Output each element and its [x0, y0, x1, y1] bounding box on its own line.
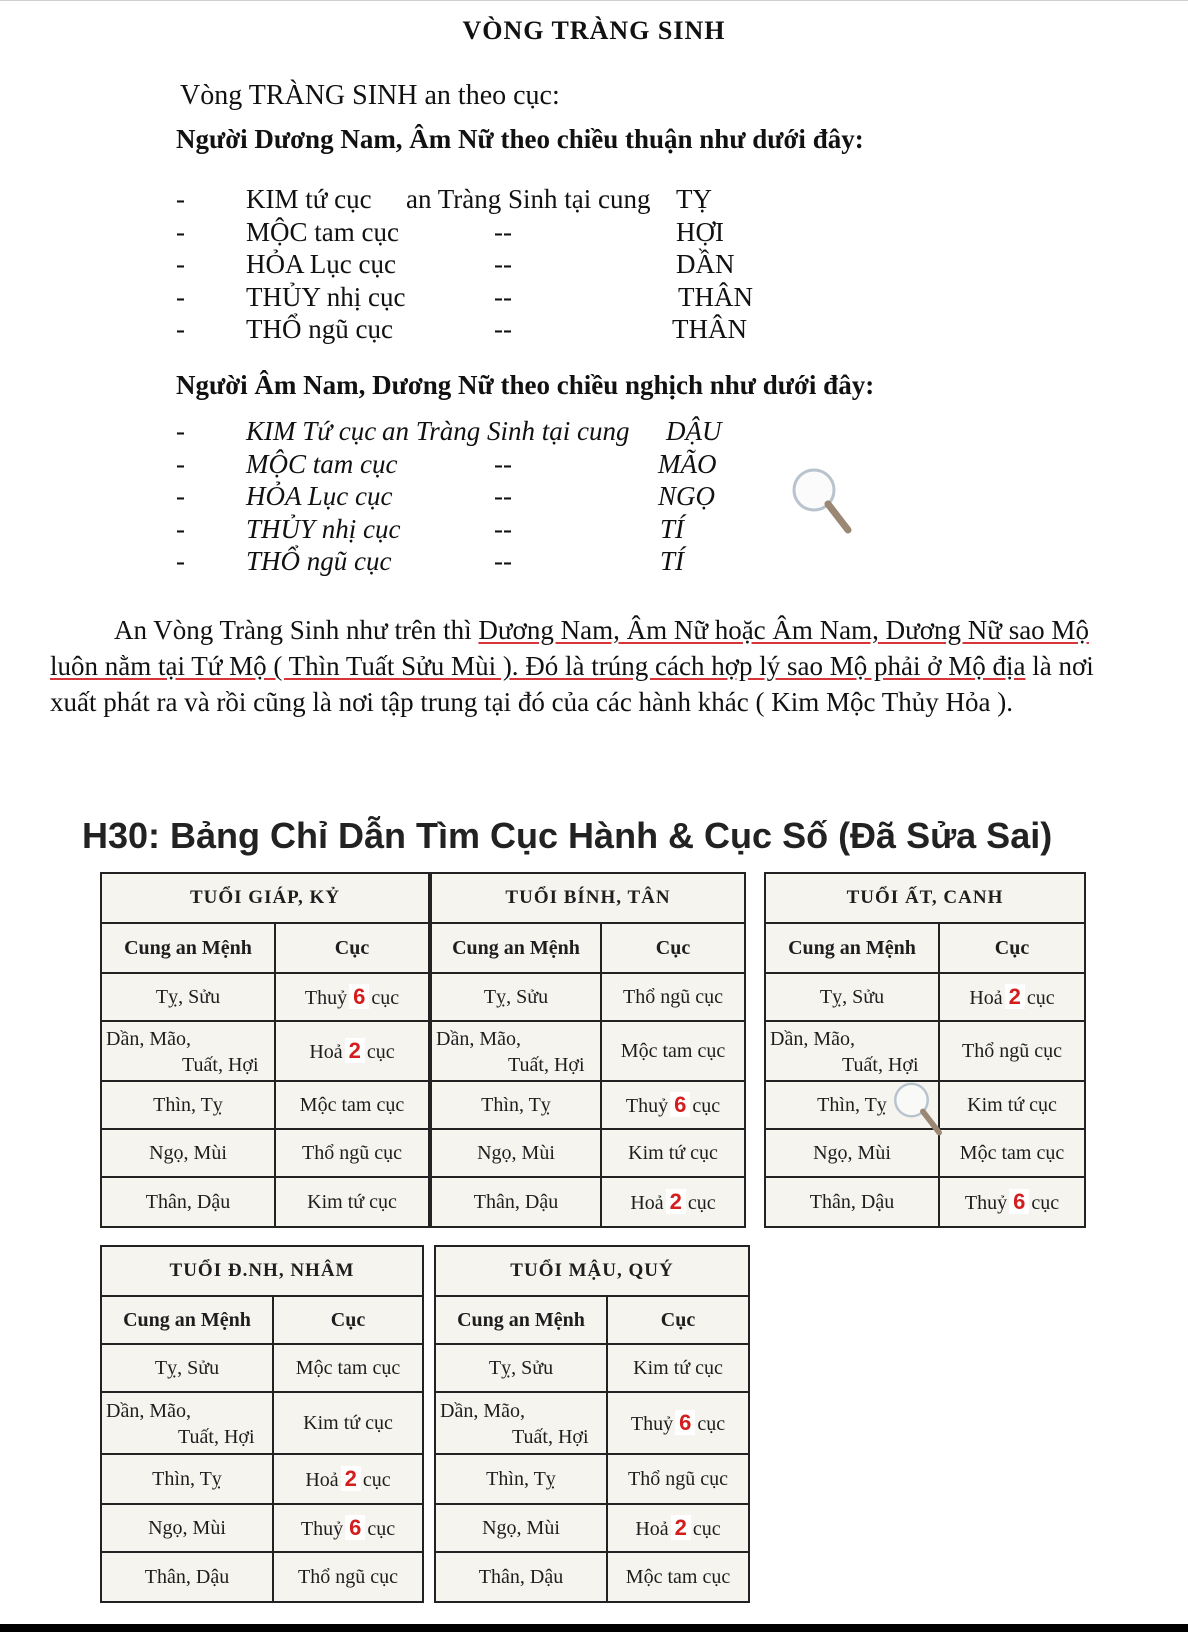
table-row	[435, 1552, 749, 1602]
rule-ditto: --	[494, 448, 512, 479]
cuc-element: Thuỷ	[964, 1192, 1008, 1214]
col-header-cung: Cung an Mệnh	[431, 923, 601, 973]
cung-line-2: Tuất, Hợi	[512, 1426, 589, 1448]
list-dash: -	[176, 416, 185, 446]
cuc-suffix: cục	[687, 1192, 716, 1214]
rule-element: THỔ ngũ cục	[246, 546, 392, 576]
table-row	[435, 1392, 749, 1454]
cung-cell: Thân, Dậu	[431, 1177, 601, 1227]
cuc-cell: Thổ ngũ cục	[273, 1552, 423, 1602]
cuc-number: 6	[670, 1092, 690, 1117]
cuc-table-at-canh	[764, 872, 1086, 1228]
cuc-number: 6	[675, 1410, 695, 1435]
cuc-cell	[601, 1177, 745, 1227]
cung-cell	[765, 1021, 939, 1081]
cung-line-1: Dần, Mão,	[436, 1028, 521, 1050]
table-row	[435, 1504, 749, 1552]
list-dash: -	[176, 513, 185, 544]
cuc-suffix: cục	[1031, 1192, 1060, 1214]
cung-cell	[431, 1021, 601, 1081]
cuc-number: 2	[671, 1515, 691, 1540]
cuc-cell: Thổ ngũ cục	[601, 973, 745, 1021]
cung-cell: Ngọ, Mùi	[435, 1504, 607, 1552]
col-header-cung: Cung an Mệnh	[101, 1296, 273, 1344]
cuc-cell	[601, 1081, 745, 1129]
rule-palace: TÍ	[660, 513, 685, 544]
cung-cell: Thìn, Tỵ	[435, 1454, 607, 1504]
paragraph-underlined-2: luôn nằm tại Tứ Mộ ( Thìn Tuất Sửu Mùi ). Đó là trúng cách hợp lý sao Mộ phải ở Mộ địa	[50, 651, 1026, 681]
rule-instruction: an Tràng Sinh tại cung	[382, 416, 630, 446]
reverse-heading: Người Âm Nam, Dương Nữ theo chiều nghịch như dưới đây:	[176, 370, 875, 400]
cuc-element: Hoả	[630, 1192, 664, 1214]
rule-ditto: --	[494, 546, 512, 576]
cuc-cell	[275, 973, 429, 1021]
cung-cell: Thìn, Tỵ	[765, 1081, 939, 1129]
page-title: VÒNG TRÀNG SINH	[462, 16, 726, 45]
cuc-cell: Thổ ngũ cục	[275, 1129, 429, 1177]
cung-cell: Tỵ, Sửu	[101, 973, 275, 1021]
cuc-cell	[939, 1177, 1085, 1227]
rule-ditto: --	[494, 513, 512, 544]
rule-palace: THÂN	[678, 281, 753, 312]
cuc-cell: Mộc tam cục	[601, 1021, 745, 1081]
table-row	[101, 1392, 423, 1454]
cuc-cell: Kim tứ cục	[275, 1177, 429, 1227]
cung-cell: Thân, Dậu	[101, 1177, 275, 1227]
cung-line-2: Tuất, Hợi	[178, 1426, 255, 1448]
cung-line-2: Tuất, Hợi	[842, 1054, 919, 1076]
table-title: TUỔI BÍNH, TÂN	[431, 873, 745, 923]
cung-cell: Tỵ, Sửu	[101, 1344, 273, 1392]
cuc-suffix: cục	[692, 1518, 721, 1540]
cuc-cell: Mộc tam cục	[607, 1552, 749, 1602]
magnifier-icon[interactable]	[790, 466, 854, 536]
cuc-element: Hoả	[305, 1469, 339, 1491]
cuc-suffix: cục	[371, 987, 400, 1009]
table-row	[101, 1454, 423, 1504]
table-title: TUỔI MẬU, QUÝ	[435, 1246, 749, 1296]
list-dash: -	[176, 184, 185, 214]
explanation-paragraph	[50, 612, 1170, 720]
rule-element: HỎA Lục cục	[246, 481, 393, 511]
cuc-cell	[275, 1021, 429, 1081]
cuc-suffix: cục	[367, 1518, 396, 1540]
cuc-suffix: cục	[692, 1095, 721, 1117]
table-row	[101, 1021, 429, 1081]
rule-ditto: --	[494, 281, 512, 312]
cuc-cell: Kim tứ cục	[601, 1129, 745, 1177]
top-divider	[0, 0, 1188, 1]
list-dash: -	[176, 216, 185, 247]
intro-line: Vòng TRÀNG SINH an theo cục:	[180, 80, 560, 111]
list-dash: -	[176, 314, 185, 344]
cuc-cell	[607, 1504, 749, 1552]
col-header-cuc: Cục	[939, 923, 1085, 973]
h30-title: H30: Bảng Chỉ Dẫn Tìm Cục Hành & Cục Số (Đã Sửa Sai)	[82, 815, 1053, 856]
list-dash: -	[176, 546, 185, 576]
cung-cell: Thìn, Tỵ	[101, 1081, 275, 1129]
table-row	[765, 973, 1085, 1021]
table-title: TUỔI GIÁP, KỶ	[101, 873, 429, 923]
cuc-cell: Mộc tam cục	[275, 1081, 429, 1129]
rule-palace: DẦN	[676, 249, 735, 279]
cuc-cell: Kim tứ cục	[939, 1081, 1085, 1129]
rule-palace: MÃO	[658, 448, 717, 479]
cung-cell	[435, 1392, 607, 1454]
rule-ditto: --	[494, 481, 512, 511]
table-row	[101, 1504, 423, 1552]
cung-cell: Tỵ, Sửu	[431, 973, 601, 1021]
list-dash: -	[176, 448, 185, 479]
cuc-cell	[273, 1454, 423, 1504]
cuc-suffix: cục	[697, 1413, 726, 1435]
col-header-cung: Cung an Mệnh	[101, 923, 275, 973]
table-title: TUỔI ẤT, CANH	[765, 873, 1085, 923]
cuc-number: 2	[666, 1189, 686, 1214]
table-row	[431, 1129, 745, 1177]
table-row	[435, 1454, 749, 1504]
cuc-suffix: cục	[362, 1469, 391, 1491]
cung-cell: Ngọ, Mùi	[431, 1129, 601, 1177]
cuc-number: 6	[1009, 1189, 1029, 1214]
cung-cell: Thìn, Tỵ	[101, 1454, 273, 1504]
cung-cell: Ngọ, Mùi	[765, 1129, 939, 1177]
forward-heading: Người Dương Nam, Âm Nữ theo chiều thuận như dưới đây:	[176, 124, 864, 154]
col-header-cung: Cung an Mệnh	[435, 1296, 607, 1344]
cung-cell: Tỵ, Sửu	[765, 973, 939, 1021]
table-row	[431, 1021, 745, 1081]
cung-line-1: Dần, Mão,	[770, 1028, 855, 1050]
list-dash: -	[176, 281, 185, 312]
cuc-cell: Kim tứ cục	[273, 1392, 423, 1454]
rule-instruction: an Tràng Sinh tại cung	[406, 184, 651, 214]
cung-cell: Thân, Dậu	[101, 1552, 273, 1602]
cuc-cell: Thổ ngũ cục	[939, 1021, 1085, 1081]
paragraph-lead: An Vòng Tràng Sinh như trên thì	[114, 615, 479, 645]
list-dash: -	[176, 249, 185, 279]
cuc-element: Thuỷ	[630, 1413, 674, 1435]
rule-element: THỦY nhị cục	[246, 513, 401, 544]
table-row	[101, 973, 429, 1021]
cuc-element: Hoả	[635, 1518, 669, 1540]
cuc-cell	[939, 973, 1085, 1021]
table-title: TUỔI Đ.NH, NHÂM	[101, 1246, 423, 1296]
cung-cell: Tỵ, Sửu	[435, 1344, 607, 1392]
bottom-bar	[0, 1624, 1188, 1632]
cung-line-2: Tuất, Hợi	[182, 1054, 259, 1076]
cung-line-1: Dần, Mão,	[106, 1400, 191, 1422]
cuc-cell	[607, 1392, 749, 1454]
table-row	[431, 973, 745, 1021]
rule-ditto: --	[494, 216, 512, 247]
cuc-cell: Mộc tam cục	[939, 1129, 1085, 1177]
paragraph-underlined-1: Dương Nam, Âm Nữ hoặc Âm Nam, Dương Nữ sao Mộ	[478, 615, 1089, 645]
rule-palace: HỢI	[676, 216, 724, 247]
col-header-cuc: Cục	[601, 923, 745, 973]
cuc-cell: Mộc tam cục	[273, 1344, 423, 1392]
list-dash: -	[176, 481, 185, 511]
table-row	[431, 1081, 745, 1129]
rule-element: HỎA Lục cục	[246, 249, 396, 279]
cung-cell	[101, 1392, 273, 1454]
table-row	[101, 1081, 429, 1129]
cuc-table-mau-quy	[434, 1245, 750, 1603]
rule-element: THỦY nhị cục	[246, 281, 406, 312]
cuc-cell: Thổ ngũ cục	[607, 1454, 749, 1504]
cuc-cell: Kim tứ cục	[607, 1344, 749, 1392]
cuc-cell	[273, 1504, 423, 1552]
cuc-number: 6	[349, 984, 369, 1009]
cung-line-1: Dần, Mão,	[440, 1400, 525, 1422]
cung-line-2: Tuất, Hợi	[508, 1054, 585, 1076]
cung-cell: Thân, Dậu	[435, 1552, 607, 1602]
rule-palace: NGỌ	[658, 481, 716, 511]
rule-palace: DẬU	[666, 416, 722, 446]
rule-ditto: --	[494, 249, 512, 279]
col-header-cuc: Cục	[275, 923, 429, 973]
rule-element: MỘC tam cục	[246, 216, 399, 247]
cung-cell	[101, 1021, 275, 1081]
paragraph-tail: là nơi	[1025, 651, 1094, 681]
rule-ditto: --	[494, 314, 512, 344]
cuc-suffix: cục	[366, 1041, 395, 1063]
cuc-element: Thuỷ	[300, 1518, 344, 1540]
table-row	[765, 1177, 1085, 1227]
cuc-element: Thuỷ	[625, 1095, 669, 1117]
table-row	[101, 1552, 423, 1602]
cung-cell: Ngọ, Mùi	[101, 1129, 275, 1177]
cuc-number: 2	[1005, 984, 1025, 1009]
col-header-cung: Cung an Mệnh	[765, 923, 939, 973]
table-row	[101, 1129, 429, 1177]
rule-palace: TÍ	[660, 546, 685, 576]
cung-cell: Thìn, Tỵ	[431, 1081, 601, 1129]
cuc-table-giap-ky	[100, 872, 430, 1228]
paragraph-line-3: xuất phát ra và rồi cũng là nơi tập trung tại đó của các hành khác ( Kim Mộc Thủy Hỏa ).	[50, 687, 1013, 717]
table-row	[431, 1177, 745, 1227]
cuc-element: Thuỷ	[304, 987, 348, 1009]
rule-element: THỔ ngũ cục	[246, 314, 393, 344]
rule-palace: THÂN	[672, 314, 747, 344]
magnifier-icon[interactable]	[892, 1080, 944, 1138]
cuc-table-binh-tan	[430, 872, 746, 1228]
cung-cell: Ngọ, Mùi	[101, 1504, 273, 1552]
col-header-cuc: Cục	[273, 1296, 423, 1344]
cuc-number: 2	[345, 1038, 365, 1063]
table-row	[765, 1021, 1085, 1081]
cuc-number: 6	[345, 1515, 365, 1540]
rule-element: KIM tứ cục	[246, 184, 372, 214]
cung-cell: Thân, Dậu	[765, 1177, 939, 1227]
rule-palace: TỴ	[676, 184, 712, 214]
col-header-cuc: Cục	[607, 1296, 749, 1344]
table-row	[101, 1177, 429, 1227]
cuc-number: 2	[341, 1466, 361, 1491]
cung-line-1: Dần, Mão,	[106, 1028, 191, 1050]
rule-element: KIM Tứ cục	[246, 416, 377, 446]
cuc-table-dinh-nham	[100, 1245, 424, 1603]
rule-element: MỘC tam cục	[246, 448, 398, 479]
cuc-suffix: cục	[1026, 987, 1055, 1009]
cuc-element: Hoả	[309, 1041, 343, 1063]
table-row	[435, 1344, 749, 1392]
cuc-element: Hoả	[969, 987, 1003, 1009]
table-row	[101, 1344, 423, 1392]
